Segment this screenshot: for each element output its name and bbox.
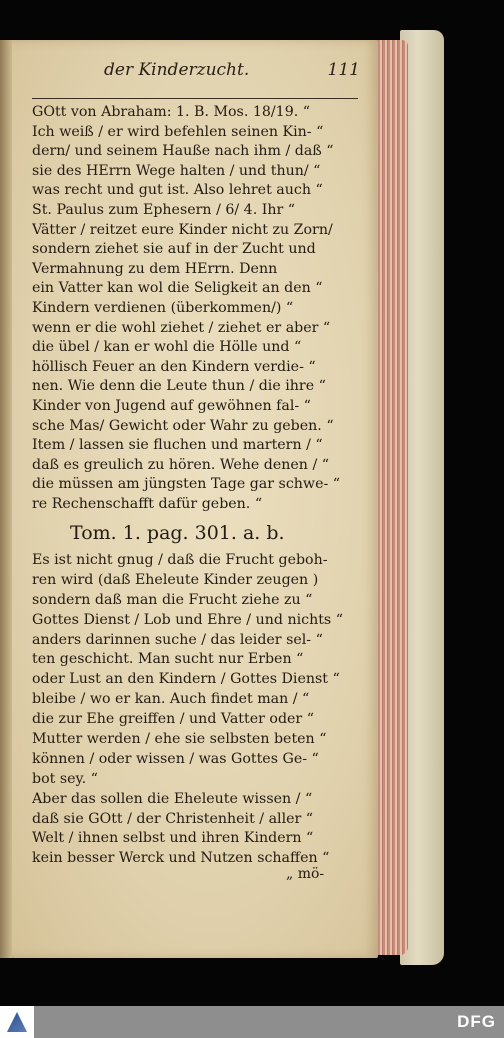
text-line: ein Vatter kan wol die Seligkeit an den “ [32, 280, 323, 297]
text-line: daß es greulich zu hören. Wehe denen / “ [32, 456, 329, 473]
catchword: „ mö- [286, 866, 325, 882]
text-line: Welt / ihnen selbst und ihren Kindern “ [32, 830, 314, 847]
library-logo-icon[interactable] [0, 1006, 34, 1038]
section-heading: Tom. 1. pag. 301. a. b. [70, 522, 285, 544]
text-line: die zur Ehe greiffen / und Vatter oder “ [32, 711, 314, 728]
text-line: Gottes Dienst / Lob und Ehre / und nichts “ [32, 611, 343, 628]
running-header [104, 60, 360, 80]
text-line: oder Lust an den Kindern / Gottes Dienst “ [32, 671, 340, 688]
text-line: bot sey. “ [32, 770, 98, 787]
text-line: Vermahnung zu dem HErrn. Denn [32, 260, 278, 277]
text-line: anders darinnen suche / das leider sel- “ [32, 631, 323, 648]
text-line: die müssen am jüngsten Tage gar schwe- “ [32, 476, 341, 493]
viewer-footer-bar [0, 1006, 504, 1038]
running-title: der Kinderzucht. [104, 60, 250, 80]
text-line: sie des HErrn Wege halten / und thun/ “ [32, 162, 321, 179]
text-line: ren wird (daß Eheleute Kinder zeugen ) [32, 571, 319, 588]
page-gutter [0, 40, 12, 958]
text-line: ten geschicht. Man sucht nur Erben “ [32, 651, 304, 668]
text-line: sche Mas/ Gewicht oder Wahr zu geben. “ [32, 417, 334, 434]
text-line: können / oder wissen / was Gottes Ge- “ [32, 750, 319, 767]
text-line: wenn er die wohl ziehet / ziehet er aber “ [32, 319, 331, 336]
page-number: 111 [327, 60, 360, 80]
text-line: nen. Wie denn die Leute thun / die ihre “ [32, 378, 326, 395]
text-line: Ich weiß / er wird befehlen seinen Kin- “ [32, 123, 324, 140]
text-line: kein besser Werck und Nutzen schaffen “ [32, 850, 330, 867]
text-line: Vätter / reitzet eure Kinder nicht zu Zorn/ [32, 221, 333, 238]
text-line: Mutter werden / ehe sie selbsten beten “ [32, 731, 327, 748]
text-line: was recht und gut ist. Also lehret auch “ [32, 182, 323, 199]
text-line: sondern ziehet sie auf in der Zucht und [32, 241, 316, 258]
text-line: re Rechenschafft dafür geben. “ [32, 495, 263, 512]
text-block-2 [32, 552, 358, 870]
text-line: Aber das sollen die Eheleute wissen / “ [32, 790, 313, 807]
text-line: Kindern verdienen (überkommen/) “ [32, 299, 294, 316]
text-block-1 [32, 104, 358, 515]
text-line: dern/ und seinem Hauße nach ihm / daß “ [32, 143, 334, 160]
dfg-logo[interactable]: DFG [457, 1012, 496, 1031]
text-line: bleibe / wo er kan. Auch findet man / “ [32, 691, 310, 708]
text-line: Item / lassen sie fluchen und martern / “ [32, 437, 323, 454]
text-line: die übel / kan er wohl die Hölle und “ [32, 339, 302, 356]
header-rule [32, 98, 358, 99]
text-line: daß sie GOtt / der Christenheit / aller “ [32, 810, 314, 827]
text-line: St. Paulus zum Ephesern / 6/ 4. Ihr “ [32, 201, 296, 218]
text-line: Es ist nicht gnug / daß die Frucht geboh- [32, 552, 328, 568]
text-line: GOtt von Abraham: 1. B. Mos. 18/19. “ [32, 104, 311, 120]
text-line: Kinder von Jugend auf gewöhnen fal- “ [32, 397, 311, 414]
text-line: höllisch Feuer an den Kindern verdie- “ [32, 358, 316, 375]
text-line: sondern daß man die Frucht ziehe zu “ [32, 591, 313, 608]
